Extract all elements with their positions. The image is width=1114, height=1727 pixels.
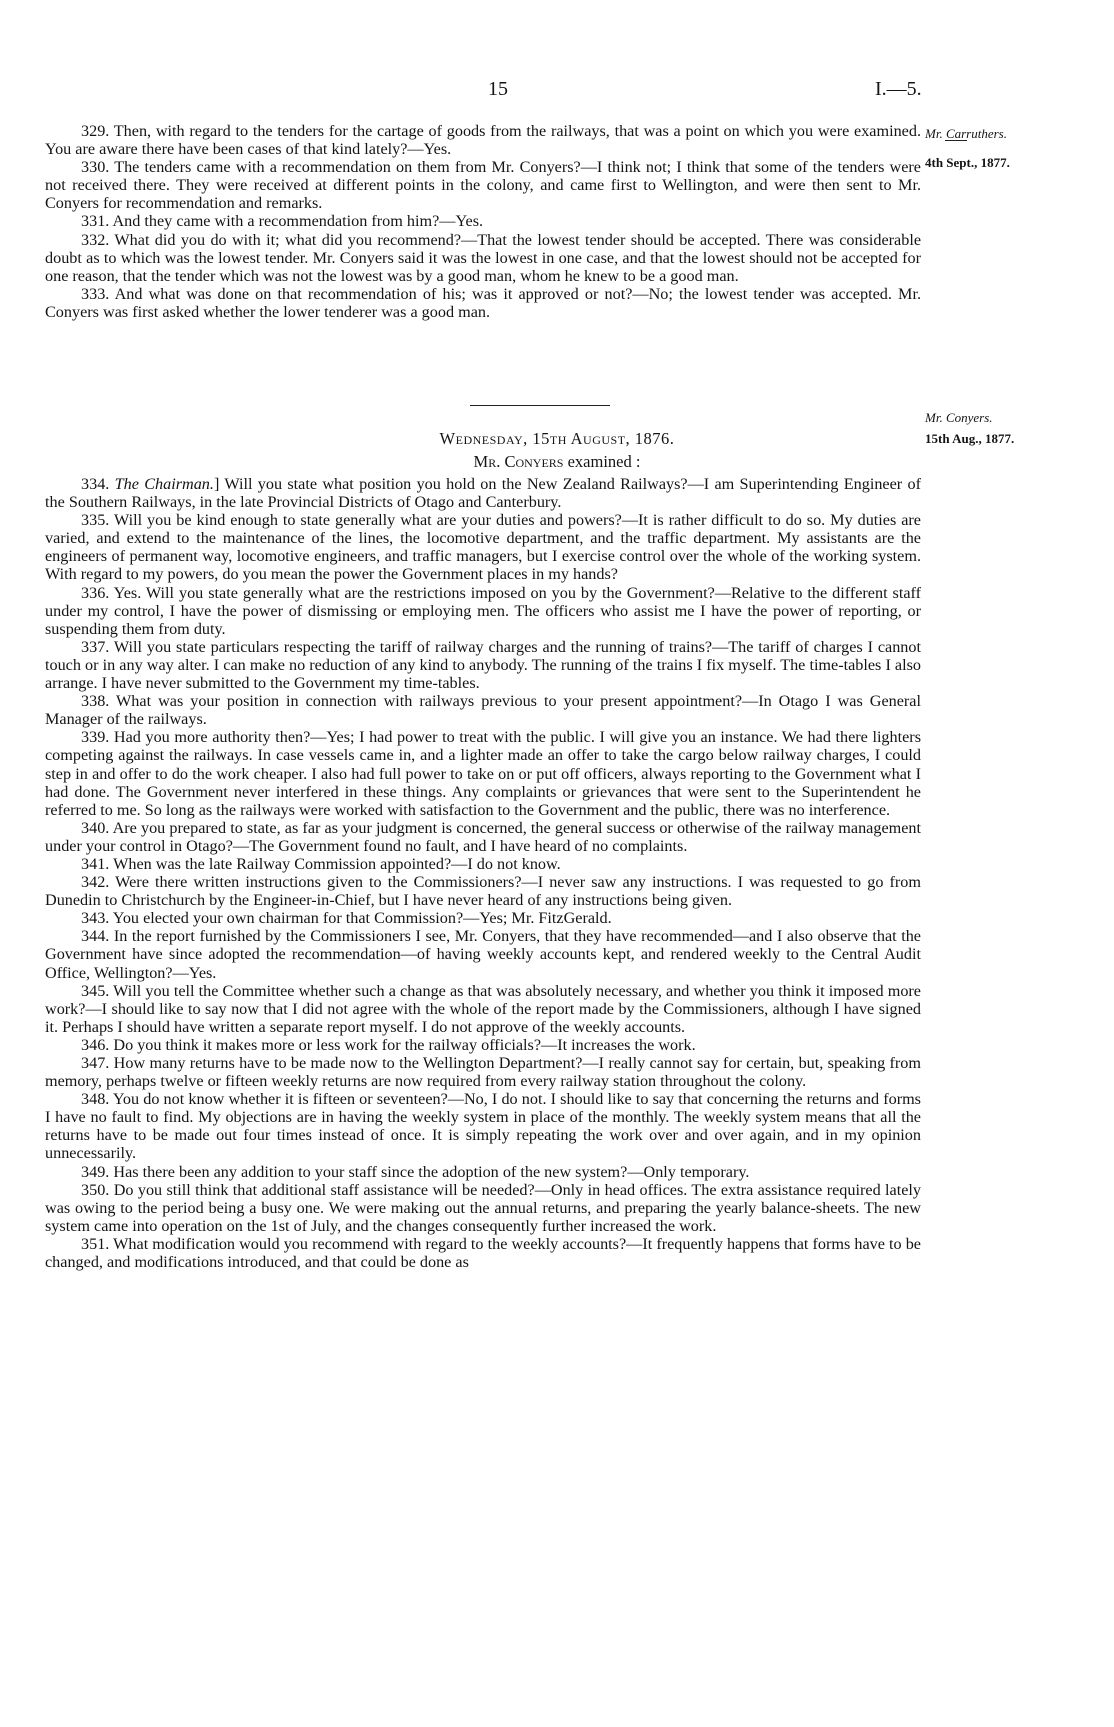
question-349: 349. Has there been any addition to your staff since the adoption of the new system?—Only temporary.: [81, 1162, 750, 1181]
session-date-heading: Wednesday, 15th August, 1876.: [439, 429, 675, 448]
question-346: 346. Do you think it makes more or less work for the railway officials?—It increases the work.: [81, 1035, 696, 1054]
question-330: 330. The tenders came with a recommendation on them from Mr. Conyers?—I think not; I think that some of the tenders were not received there. They were received at different points in the colony, and came first to Wellington, and were then sent to Mr. Conyers for recommendation and remarks.: [45, 158, 921, 213]
margin-note-witness-conyers: Mr. Conyers.: [925, 410, 993, 425]
question-351: 351. What modification would you recommend with regard to the weekly accounts?—It frequently happens that forms have to be changed, and modifications introduced, and that could be done as: [45, 1234, 921, 1272]
question-342: 342. Were there written instructions given to the Commissioners?—I never saw any instructions. I was requested to go from Dunedin to Christchurch by the Engineer-in-Chief, but I have never heard of any instructions being given.: [45, 873, 921, 910]
question-338: 338. What was your position in connection with railways previous to your present appointment?—In Otago I was General Manager of the railways.: [45, 692, 921, 729]
question-number: 334.: [81, 475, 115, 493]
question-text: ] Will you state what position you hold on the New Zealand Railways?—I am Superintending Engineer of the Southern Railways, in the late Provincial Districts of Otago and Canterbury.: [45, 475, 921, 512]
witness-suffix: examined :: [563, 452, 641, 471]
question-333: 333. And what was done on that recommendation of his; was it approved or not?—No; the lowest tender was accepted. Mr. Conyers was first asked whether the lower tenderer was a good man.: [45, 284, 921, 321]
question-343: 343. You elected your own chairman for that Commission?—Yes; Mr. FitzGerald.: [81, 909, 612, 928]
margin-note-witness-carruthers: Mr. Carruthers.: [925, 126, 1007, 141]
question-341: 341. When was the late Railway Commission appointed?—I do not know.: [81, 854, 561, 873]
witness-name: Mr. Conyers: [473, 452, 564, 471]
question-344: 344. In the report furnished by the Commissioners I see, Mr. Conyers, that they have recommended—and I also observe that the Government have since adopted the recommendation—of having weekly accounts kept, and rendered weekly to the Central Audit Office, Wellington?—Yes.: [45, 927, 921, 982]
speaker-chairman: The Chairman.: [114, 475, 214, 493]
question-340: 340. Are you prepared to state, as far as your judgment is concerned, the general success or otherwise of the railway management under your control in Otago?—The Government found no fault, and I have heard of no complaints.: [45, 818, 921, 855]
section-divider: [470, 405, 610, 406]
question-337: 337. Will you state particulars respecting the tariff of railway charges and the running of trains?—The tariff of charges I cannot touch or in any way alter. I can make no reduction of any kind to anybody. The running of the trains I fix myself. The time-tables I also arrange. I have never submitted to the Government my time-tables.: [45, 637, 921, 693]
document-code: I.—5.: [875, 78, 922, 100]
margin-dash: [945, 140, 967, 141]
margin-note-date-1: 4th Sept., 1877.: [925, 155, 1010, 170]
witness-line: [0, 452, 1114, 472]
margin-note-date-2: 15th Aug., 1877.: [925, 431, 1015, 446]
question-331: 331. And they came with a recommendation from him?—Yes.: [81, 212, 484, 231]
question-332: 332. What did you do with it; what did you recommend?—That the lowest tender should be accepted. There was considerable doubt as to which was the lowest tender. Mr. Conyers said it was the lowest in one case, and that the lowest should not be accepted for one reason, that the tender which was not the lowest was by a good man, whom he knew to be a good man.: [45, 230, 921, 285]
testimony-block-2: [45, 475, 921, 1271]
testimony-block-1: [45, 122, 921, 321]
page-number: 15: [488, 78, 508, 100]
question-336: 336. Yes. Will you state generally what are the restrictions imposed on you by the Government?—Relative to the different staff under my control, I have the power of dismissing or employing men. The officers who assist me I have the power of reporting, or suspending them from duty.: [45, 583, 921, 638]
question-329: 329. Then, with regard to the tenders for the cartage of goods from the railways, that was a point on which you were examined. You are aware there have been cases of that kind lately?—Yes.: [45, 122, 921, 159]
question-339: 339. Had you more authority then?—Yes; I had power to treat with the public. I will give you an instance. We had there lighters competing against the railways. In case vessels came in, and a lighter made an offer to take the cargo below railway charges, I could step in and offer to do the work cheaper. I also had full power to take on or put off officers, always reporting to the Government what I had done. The Government never interfered in these things. Any complaints or grievances that were sent to the Superintendent he referred to me. So long as the railways were worked with satisfaction to the Government and the public, there was no interference.: [45, 728, 921, 819]
question-348: 348. You do not know whether it is fifteen or seventeen?—No, I do not. I should like to say that concerning the returns and forms I have no fault to find. My objections are in having the weekly system in place of the monthly. The weekly system means that all the returns have to be made out four times instead of once. It is simply repeating the work over and over again, and in my opinion unnecessarily.: [45, 1090, 921, 1163]
question-334: [45, 475, 921, 511]
question-347: 347. How many returns have to be made now to the Wellington Department?—I really cannot say for certain, but, speaking from memory, perhaps twelve or fifteen weekly returns are now required from every railway station throughout the colony.: [45, 1054, 921, 1091]
question-345: 345. Will you tell the Committee whether such a change as that was absolutely necessary, and whether you think it imposed more work?—I should like to say now that I did not agree with the whole of the report made by the Commissioners, although I have signed it. Perhaps I should have written a separate report myself. I do not approve of the weekly accounts.: [45, 981, 921, 1036]
question-350: 350. Do you still think that additional staff assistance will be needed?—Only in head offices. The extra assistance required lately was owing to the period being a busy one. We were making out the annual returns, and preparing the yearly balance-sheets. The new system came into operation on the 1st of July, and the changes consequently further increased the work.: [45, 1180, 921, 1235]
question-335: 335. Will you be kind enough to state generally what are your duties and powers?—It is rather difficult to do so. My duties are varied, and extend to the maintenance of the lines, the locomotive department, and the traffic department. My assistants are the engineers of permanent way, locomotive engineers, and traffic managers, but I exercise control over the whole of the working system. With regard to my powers, do you mean the power the Government places in my hands?: [45, 511, 921, 584]
